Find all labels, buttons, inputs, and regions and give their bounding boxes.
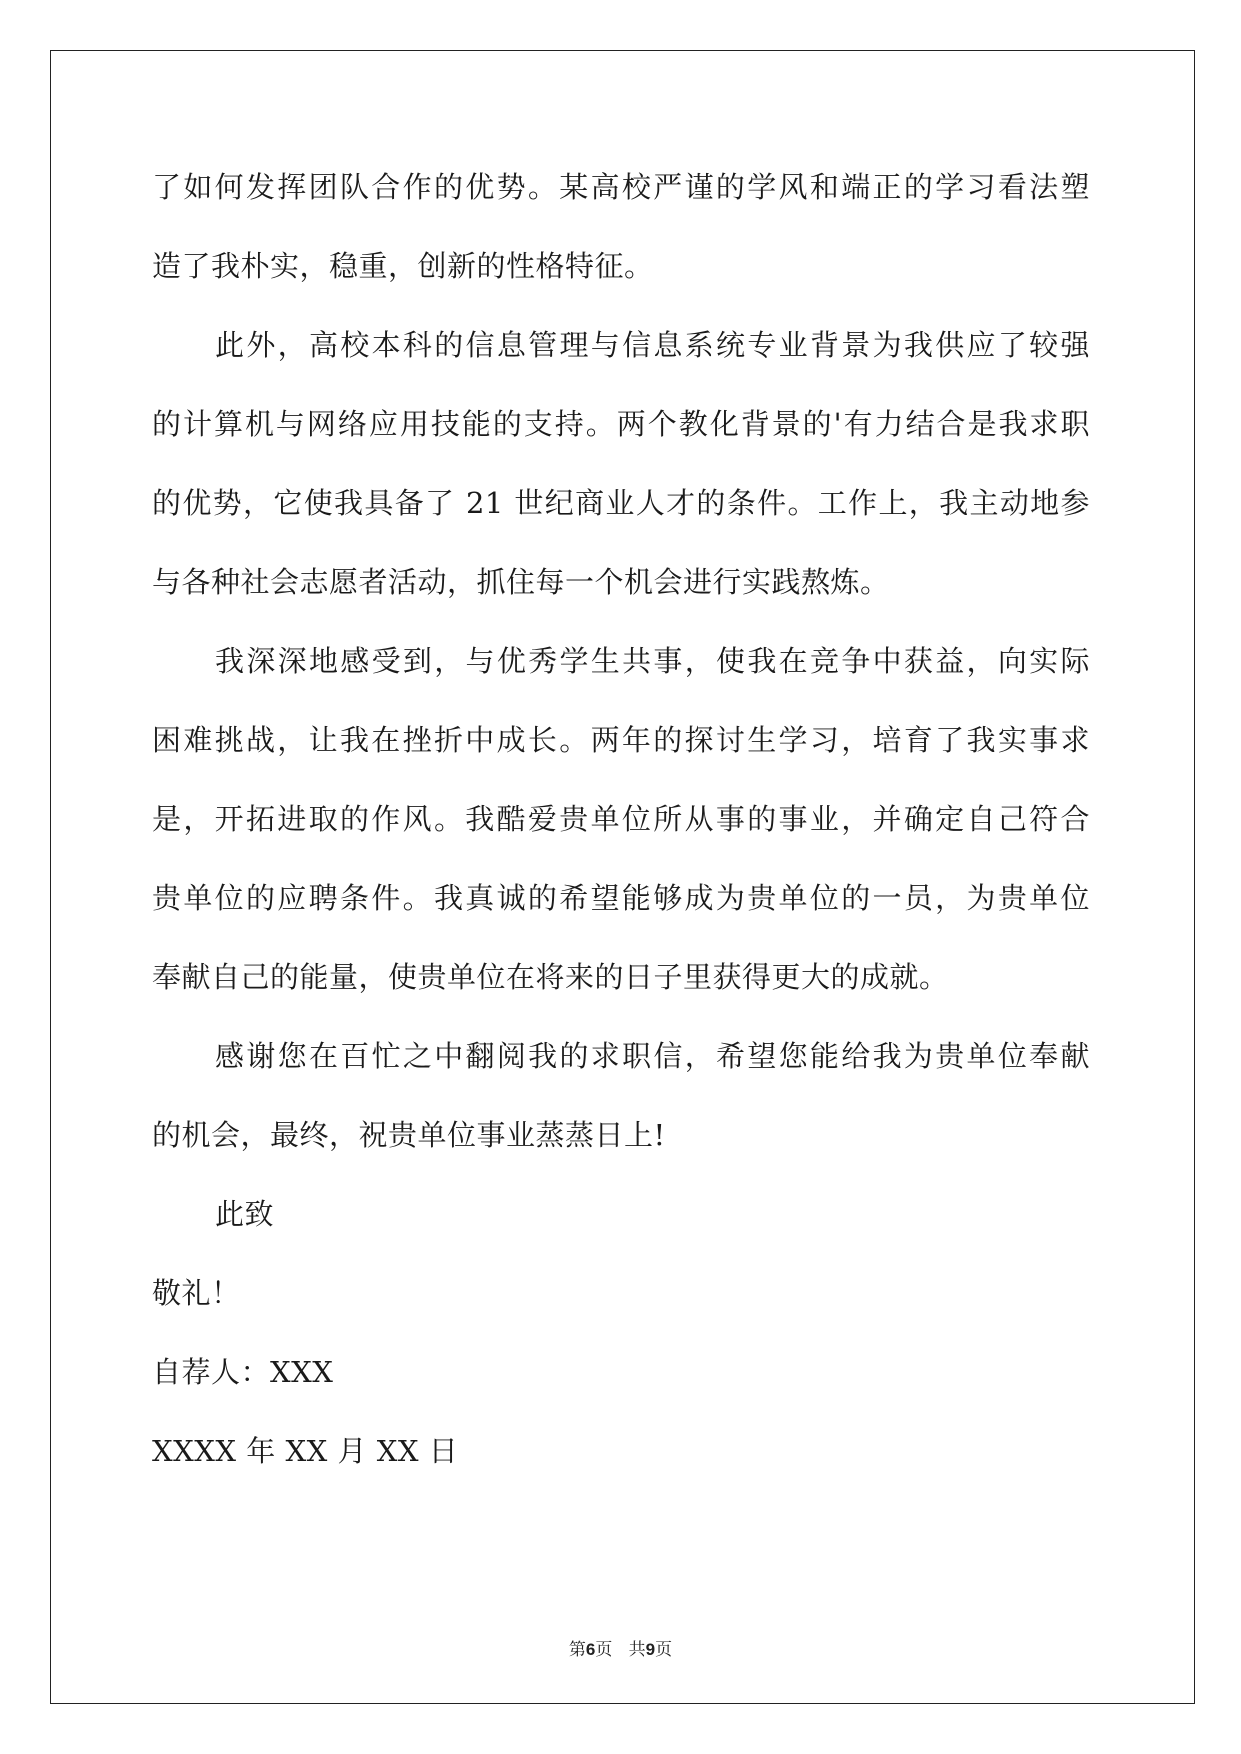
- paragraph-line: 的优势，它使我具备了 21 世纪商业人才的条件。工作上，我主动地参: [152, 486, 1090, 520]
- paragraph-line: 贵单位的应聘条件。我真诚的希望能够成为贵单位的一员，为贵单位: [152, 881, 1090, 915]
- signature-line: 自荐人：XXX: [152, 1355, 334, 1389]
- paragraph-line: 困难挑战，让我在挫折中成长。两年的探讨生学习，培育了我实事求: [152, 723, 1090, 757]
- footer-total-unit: 页: [655, 1640, 673, 1660]
- page-footer: [0, 1640, 1241, 1660]
- paragraph-line: 是，开拓进取的作风。我酷爱贵单位所从事的事业，并确定自己符合: [152, 802, 1090, 836]
- paragraph-line: 了如何发挥团队合作的优势。某高校严谨的学风和端正的学习看法塑: [152, 170, 1090, 204]
- closing-salutation: 此致: [215, 1197, 275, 1231]
- footer-total-prefix: 共: [628, 1640, 646, 1660]
- paragraph-line: 我深深地感受到，与优秀学生共事，使我在竞争中获益，向实际: [215, 644, 1090, 678]
- footer-page-unit: 页: [595, 1640, 613, 1660]
- paragraph-line: 此外，高校本科的信息管理与信息系统专业背景为我供应了较强: [215, 328, 1090, 362]
- paragraph-line: 造了我朴实，稳重，创新的性格特征。: [152, 249, 654, 283]
- date-line: XXXX 年 XX 月 XX 日: [152, 1434, 459, 1468]
- footer-prefix: 第: [568, 1640, 586, 1660]
- paragraph-line: 感谢您在百忙之中翻阅我的求职信，希望您能给我为贵单位奉献: [215, 1039, 1090, 1073]
- paragraph-line: 奉献自己的能量，使贵单位在将来的日子里获得更大的成就。: [152, 960, 949, 994]
- closing-regards: 敬礼！: [152, 1276, 241, 1310]
- letter-body: [152, 168, 1090, 1511]
- paragraph-line: 的计算机与网络应用技能的支持。两个教化背景的'有力结合是我求职: [152, 407, 1090, 441]
- current-page-number: 6: [585, 1640, 596, 1659]
- paragraph-line: 与各种社会志愿者活动，抓住每一个机会进行实践熬炼。: [152, 565, 890, 599]
- total-page-count: 9: [645, 1640, 656, 1659]
- paragraph-line: 的机会，最终，祝贵单位事业蒸蒸日上!: [152, 1118, 666, 1152]
